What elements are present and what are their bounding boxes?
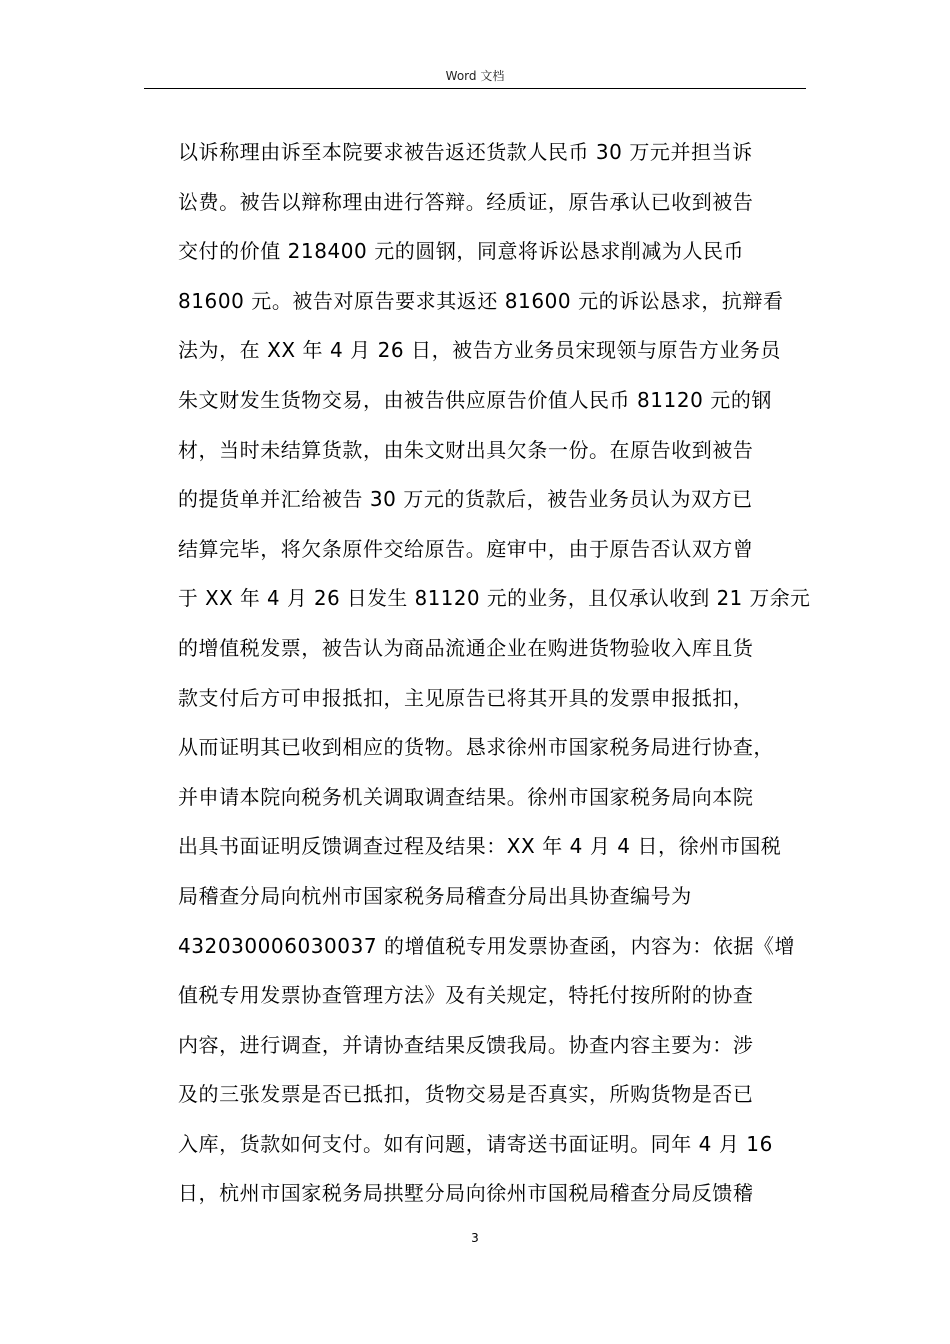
text-line: 的提货单并汇给被告 30 万元的货款后，被告业务员认为双方已: [178, 487, 753, 512]
text-line: 日，杭州市国家税务局拱墅分局向徐州市国税局稽查分局反馈稽: [178, 1181, 754, 1206]
text-line: 的增值税发票，被告认为商品流通企业在购进货物验收入库且货: [178, 635, 754, 660]
text-line: 及的三张发票是否已抵扣，货物交易是否真实，所购货物是否已: [178, 1082, 754, 1107]
text-line: 法为，在 XX 年 4 月 26 日，被告方业务员宋现领与原告方业务员: [178, 338, 781, 363]
document-body: [178, 128, 810, 1219]
text-line: 出具书面证明反馈调查过程及结果：XX 年 4 月 4 日，徐州市国税: [178, 834, 782, 859]
text-line: 局稽查分局向杭州市国家税务局稽查分局出具协查编号为: [178, 883, 692, 908]
text-line: 朱文财发生货物交易，由被告供应原告价值人民币 81120 元的钢: [178, 387, 772, 412]
text-line: 交付的价值 218400 元的圆钢，同意将诉讼恳求削减为人民币: [178, 239, 745, 264]
text-line: 以诉称理由诉至本院要求被告返还货款人民币 30 万元并担当诉: [178, 140, 753, 164]
text-line: 结算完毕，将欠条原件交给原告。庭审中，由于原告否认双方曾: [178, 536, 754, 561]
text-line: 81600 元。被告对原告要求其返还 81600 元的诉讼恳求，抗辩看: [178, 288, 784, 313]
text-line: 并申请本院向税务机关调取调查结果。徐州市国家税务局向本院: [178, 784, 754, 809]
text-line: 材，当时未结算货款，由朱文财出具欠条一份。在原告收到被告: [178, 437, 754, 462]
text-line: 内容，进行调查，并请协查结果反馈我局。协查内容主要为：涉: [178, 1032, 754, 1057]
text-line: 入库，货款如何支付。如有问题，请寄送书面证明。同年 4 月 16: [178, 1131, 773, 1156]
page-header: Word 文档: [445, 69, 505, 83]
text-line: 值税专用发票协查管理方法》及有关规定，特托付按所附的协查: [178, 983, 754, 1008]
text-line: 款支付后方可申报抵扣，主见原告已将其开具的发票申报抵扣，: [178, 685, 754, 710]
header-divider: [144, 88, 806, 89]
text-line: 讼费。被告以辩称理由进行答辩。经质证，原告承认已收到被告: [178, 189, 754, 214]
page-number: 3: [471, 1231, 479, 1245]
text-line: 从而证明其已收到相应的货物。恳求徐州市国家税务局进行协查，: [178, 735, 774, 760]
text-line: 于 XX 年 4 月 26 日发生 81120 元的业务，且仅承认收到 21 万余元: [178, 586, 811, 611]
text-line: 432030006030037 的增值税专用发票协查函，内容为：依据《增: [178, 933, 796, 958]
